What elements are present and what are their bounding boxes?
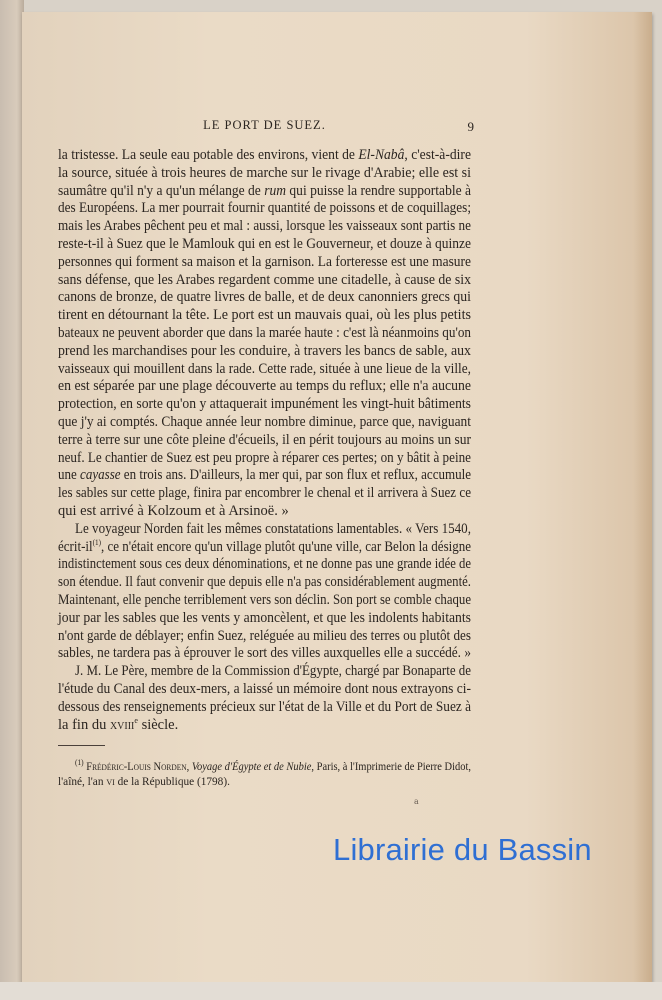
line-text [58, 503, 289, 521]
text-line [58, 236, 471, 254]
text-run: n'ont garde de déblayer; enfin Suez, reléguée au milieu des terres ou plutôt des [58, 627, 471, 644]
text-run: Le voyageur Norden fait les mêmes constatations lamentables. « Vers 1540, [75, 520, 471, 537]
text-line [58, 343, 471, 361]
text-line [58, 450, 471, 468]
text-line [58, 200, 471, 218]
text-line [58, 521, 471, 539]
text-line [58, 592, 471, 610]
line-text [75, 663, 471, 681]
italic-text: Voyage d'Égypte et de Nubie [191, 761, 312, 773]
text-run: , [186, 761, 192, 773]
text-run: neuf. Le chantier de Suez est peu propre à réparer ces pertes; on y bâtit à peine [58, 449, 471, 466]
italic-text: cayasse [80, 467, 121, 484]
text-run: la fin du [58, 716, 110, 733]
footnote-rule [58, 745, 105, 746]
text-run: bateaux ne peuvent aborder que dans la marée haute : c'est là néanmoins qu'on [58, 324, 472, 341]
line-text [58, 467, 471, 485]
text-run: la source, située à trois heures de marche sur le rivage d'Arabie; elle est si [58, 164, 472, 181]
text-line [58, 414, 471, 432]
line-text [58, 361, 471, 379]
line-text [58, 699, 471, 717]
text-line [58, 272, 471, 290]
text-line [58, 628, 471, 646]
line-text [58, 147, 471, 165]
text-line [58, 539, 471, 557]
italic-text: rum [264, 182, 287, 199]
text-run: sables, ne tardera pas à éprouver le sort des villes auxquelles elle a succédé. » [58, 645, 471, 662]
line-text [58, 272, 471, 290]
superscript: (1) [92, 537, 101, 547]
text-run: saumâtre qu'il n'y a qu'un mélange de [58, 182, 265, 199]
line-text [58, 254, 471, 272]
text-line [58, 147, 471, 165]
text-run: Frédéric-Louis Norden [86, 761, 187, 773]
line-text [58, 681, 471, 699]
text-run: protection, en sorte qu'on y attaquerait impunément les vingt-huit bâtiments [58, 396, 471, 413]
line-text [58, 378, 471, 396]
background-surface [0, 982, 662, 1000]
line-text [58, 556, 471, 574]
text-run: l'étude du Canal des deux-mers, a laissé un mémoire dont nous extrayons ci- [58, 680, 471, 697]
footnote-line [58, 775, 471, 790]
text-line [58, 325, 471, 343]
text-line [58, 485, 471, 503]
line-text [75, 760, 471, 775]
text-line [58, 503, 471, 521]
text-line [58, 432, 471, 450]
line-text [58, 539, 471, 557]
text-run: mais les Arabes pêchent peu et mal : aussi, lorsque les vaisseaux sont partis ne [58, 218, 471, 235]
text-run: vaisseaux qui mouillent dans la rade. Cette rade, située à une lieue de la ville, [58, 360, 471, 377]
line-text [58, 183, 471, 201]
text-line [58, 378, 471, 396]
text-run: en trois ans. D'ailleurs, la mer qui, par son flux et reflux, accumule [120, 467, 472, 484]
text-run: J. M. Le Père, membre de la Commission d'Égypte, chargé par Bonaparte de [75, 663, 472, 680]
line-text [58, 432, 471, 450]
text-line [58, 396, 471, 414]
text-run: son étendue. Il faut convenir que depuis elle n'a pas considérablement augmenté. [58, 574, 472, 591]
superscript: (1) [75, 758, 84, 768]
text-line [58, 610, 471, 628]
superscript: e [134, 715, 138, 725]
line-text [58, 645, 471, 663]
text-line [58, 556, 471, 574]
text-run: terre à terre sur une côte pleine d'écueils, il en périt toujours au moins un sur [58, 431, 471, 448]
text-run: vi [106, 776, 115, 788]
text-run: dessous des renseignements précieux sur l'état de la Ville et du Port de Suez à [58, 698, 472, 715]
text-run: reste-t-il à Suez que le Mamlouk qui en est le Gouverneur, et douze à quinze [58, 235, 472, 252]
text-run: la tristesse. La seule eau potable des environs, vient de [58, 147, 359, 163]
line-text [58, 236, 471, 254]
text-line [58, 361, 471, 379]
line-text [58, 592, 471, 610]
text-run: les sables sur cette plage, finira par encombrer le chenal et il arrivera à Suez ce [58, 485, 472, 502]
text-run: l'aîné, l'an [58, 776, 107, 788]
text-run: en est séparée par une plage découverte au temps du reflux; elle n'a aucune [58, 378, 471, 395]
text-line [58, 467, 471, 485]
line-text [58, 414, 471, 432]
line-text [58, 200, 471, 218]
text-line [58, 574, 471, 592]
text-run: des Européens. La mer pourrait fournir quantité de poissons et de coquillages; [58, 200, 472, 217]
text-line [58, 218, 471, 236]
line-text [58, 717, 178, 735]
text-run: canons de bronze, de quatre livres de balle, et de deux canonniers grecs qui [58, 289, 471, 306]
text-run: une [58, 467, 81, 484]
signature-mark: a [414, 797, 419, 806]
text-line [58, 645, 471, 663]
line-text [75, 521, 471, 539]
line-text [58, 325, 471, 343]
text-line [58, 717, 471, 735]
text-run: qui est arrivé à Kolzoum et à Arsinoë. » [58, 502, 289, 519]
text-run: que j'y ai comptés. Chaque année leur nombre diminue, parce que, naviguant [58, 413, 471, 430]
text-run: siècle. [137, 716, 179, 733]
text-run: , ce n'était encore qu'un village plutôt qu'une ville, car Belon la désigne [100, 538, 472, 555]
text-run: de la République (1798). [114, 776, 230, 788]
text-run: personnes qui forment sa maison et la garnison. La forteresse est une masure [58, 253, 471, 270]
running-head: LE PORT DE SUEZ. [203, 118, 326, 132]
line-text [58, 628, 471, 646]
text-line [58, 699, 471, 717]
line-text [58, 218, 471, 236]
text-run: prend les marchandises pour les conduire, à travers les bancs de sable, aux [58, 342, 471, 359]
text-run: , c'est-à-dire [404, 147, 471, 163]
line-text [58, 307, 471, 325]
text-run: qui puisse la rendre supportable à [286, 182, 472, 199]
line-text [58, 610, 471, 628]
text-run: écrit-il [58, 538, 93, 555]
line-text [58, 343, 471, 361]
line-text [58, 396, 471, 414]
italic-text: El-Nabâ [358, 147, 405, 163]
line-text [58, 485, 471, 503]
text-line [58, 663, 471, 681]
text-line [58, 681, 471, 699]
line-text [58, 165, 471, 183]
text-line [58, 307, 471, 325]
text-run: xviii [109, 716, 135, 733]
text-line [58, 165, 471, 183]
text-line [58, 289, 471, 307]
text-line [58, 183, 471, 201]
text-run: indistinctement sous ces deux dénominations, et ne donne pas une grande idée de [58, 556, 472, 573]
text-run: , Paris, à l'Imprimerie de Pierre Didot, [311, 761, 471, 773]
text-run: tirent en détournant la tête. Le port est un mauvais quai, où les plus petits [58, 307, 472, 324]
text-line [58, 254, 471, 272]
line-text [58, 289, 471, 307]
watermark: Librairie du Bassin [333, 832, 592, 867]
adjacent-page-edge [0, 0, 24, 1000]
line-text [58, 450, 471, 468]
footnote [58, 760, 471, 790]
footnote-line [58, 760, 471, 775]
page-number: 9 [467, 119, 474, 134]
text-run: sans défense, que les Arabes regardent comme une citadelle, à cause de six [58, 271, 471, 288]
text-run: jour par les sables que les vents y amoncèlent, et que les indolents habitants [58, 609, 471, 626]
body-text [58, 147, 471, 734]
line-text [58, 775, 230, 790]
text-run: Maintenant, elle penche terriblement vers son déclin. Son port se comble chaque [58, 591, 472, 608]
line-text [58, 574, 471, 592]
